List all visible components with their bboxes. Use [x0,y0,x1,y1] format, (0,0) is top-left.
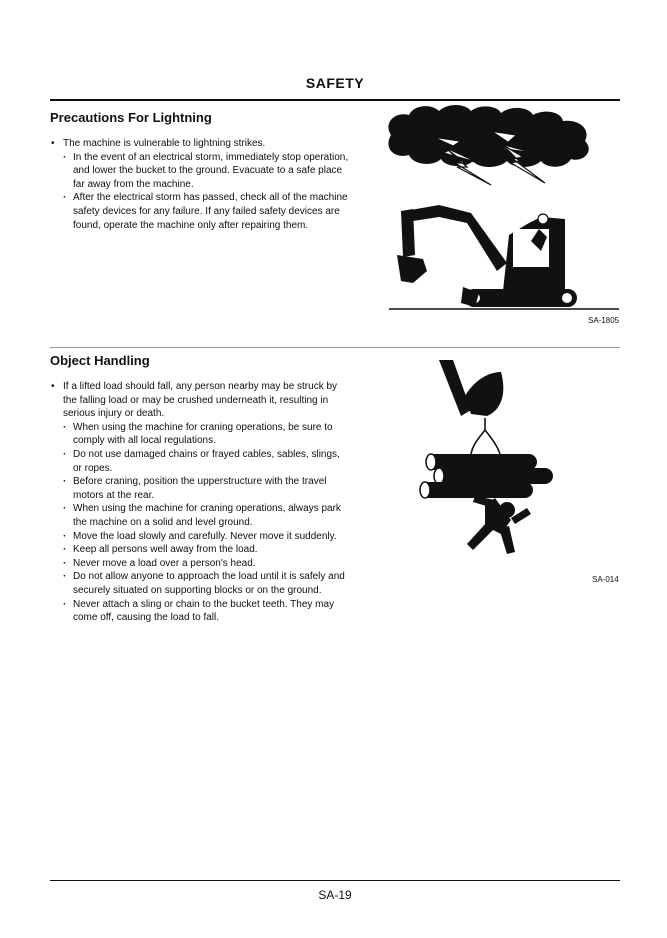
handling-section-title: Object Handling [50,353,150,368]
handling-item: · Do not allow anyone to approach the load until it is safely and securely situated on supporting blocks or on the ground. [50,570,350,597]
lightning-item: · In the event of an electrical storm, immediately stop operation, and lower the bucket to the ground. Evacuate to a safe place far away from the machine. [50,151,350,192]
handling-item: · Keep all persons well away from the load. [50,543,350,557]
chain-icon [471,418,501,458]
lightning-section-title: Precautions For Lightning [50,110,212,125]
excavator-arm-icon [439,360,471,416]
falling-logs-icon [420,454,553,498]
storm-cloud-icon [388,105,588,167]
handling-item: · When using the machine for craning operations, be sure to comply with all local regulations. [50,421,350,448]
handling-figure-code: SA-014 [592,575,619,584]
footer-rule [50,880,620,881]
lightning-body [50,137,350,232]
lightning-figure-code: SA-1805 [588,316,620,325]
handling-body [50,380,350,625]
handling-item: · Before craning, position the upperstructure with the travel motors at the rear. [50,475,350,502]
page-number: SA-19 [318,888,352,902]
handling-bullet: • If a lifted load should fall, any person nearby may be struck by the falling load or may be crushed underneath it, resulting in serious injury or death. [50,380,350,421]
lightning-item: · After the electrical storm has passed, check all of the machine safety devices for any failure. If any failed safety devices are found, operate the machine only after repairing them. [50,191,350,232]
handling-item: · Never attach a sling or chain to the bucket teeth. They may come off, causing the load to fall. [50,598,350,625]
falling-load-illustration [415,358,565,558]
crushed-person-icon [467,496,531,554]
handling-item: · Do not use damaged chains or frayed cables, sables, slings, or ropes. [50,448,350,475]
handling-item: · Move the load slowly and carefully. Never move it suddenly. [50,530,350,544]
section-divider [50,347,620,348]
lightning-excavator-illustration [383,105,623,315]
bucket-icon [465,372,503,416]
header-rule [50,99,620,101]
handling-item: · When using the machine for craning operations, always park the machine on a solid and level ground. [50,502,350,529]
excavator-icon [397,205,577,307]
page-header-title: SAFETY [305,75,365,91]
lightning-bullet: • The machine is vulnerable to lightning strikes. [50,137,350,151]
handling-item: · Never move a load over a person's head. [50,557,350,571]
